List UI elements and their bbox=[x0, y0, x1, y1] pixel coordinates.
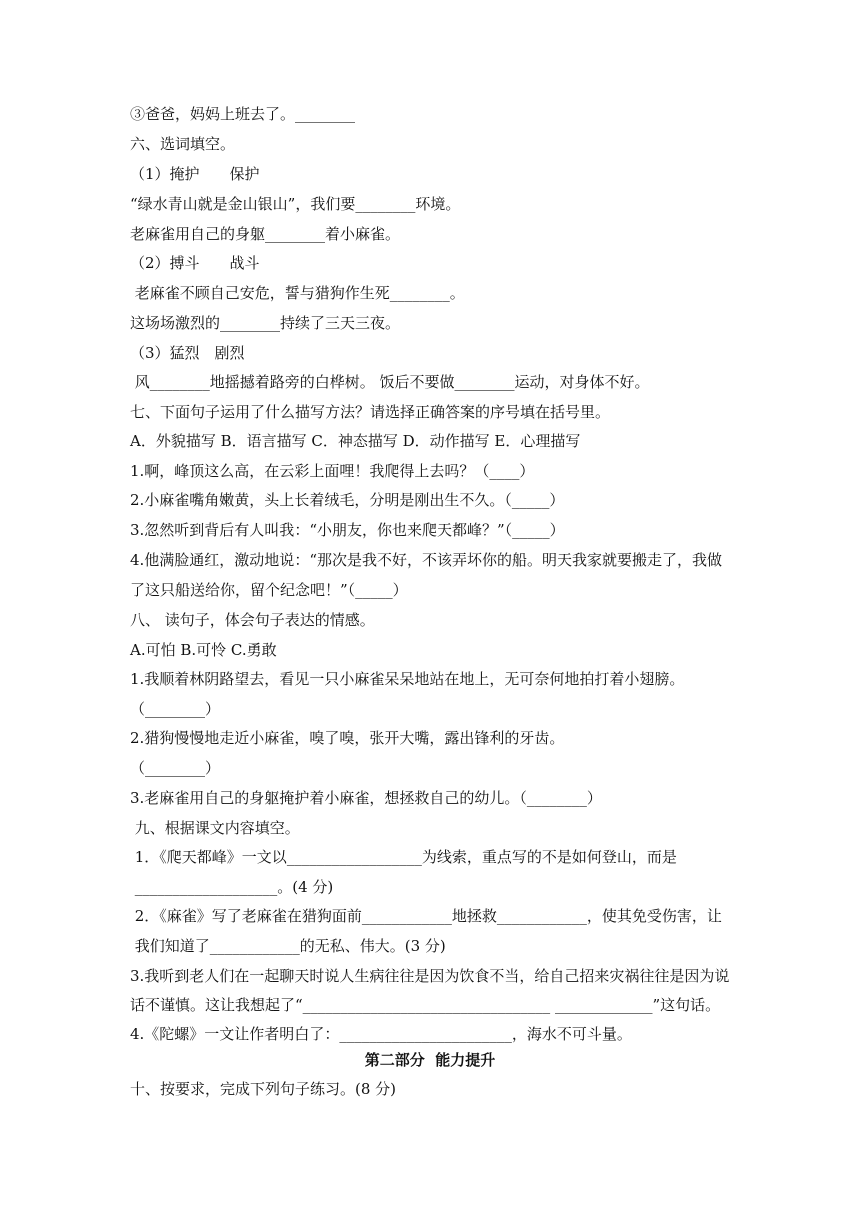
text-line: 我们知道了____________的无私、伟大。(3 分) bbox=[130, 937, 446, 955]
text-line: （2）搏斗 战斗 bbox=[130, 254, 260, 272]
text-line: 风________地摇撼着路旁的白桦树。 饭后不要做________运动，对身体不好。 bbox=[130, 373, 650, 391]
section-heading: 七、下面句子运用了什么描写方法？请选择正确答案的序号填在括号里。 bbox=[130, 403, 611, 421]
section-heading: 十、按要求，完成下列句子练习。(8 分) bbox=[130, 1080, 397, 1098]
text-line: “绿水青山就是金山银山”，我们要________环境。 bbox=[130, 195, 461, 213]
text-line: A．外貌描写 B．语言描写 C．神态描写 D．动作描写 E．心理描写 bbox=[130, 432, 581, 450]
text-line: 老麻雀不顾自己安危，誓与猎狗作生死________。 bbox=[130, 284, 465, 302]
text-line: 话不谨慎。这让我想起了“_________________________________ _____________”这句话。 bbox=[130, 996, 721, 1014]
text-line: 2.小麻雀嘴角嫩黄，头上长着绒毛，分明是刚出生不久。（_____） bbox=[130, 491, 565, 509]
text-line: （________） bbox=[130, 759, 221, 777]
text-line: 2．《麻雀》写了老麻雀在猎狗面前____________地拯救____________，使其免受伤害，让 bbox=[130, 907, 722, 925]
text-line: 1．《爬天都峰》一文以__________________为线索，重点写的不是如何登山，而是 bbox=[130, 848, 677, 866]
part-heading: 第二部分 能力提升 bbox=[364, 1051, 496, 1069]
text-line: 3.我听到老人们在一起聊天时说人生病往往是因为饮食不当，给自己招来灾祸往往是因为说 bbox=[130, 967, 730, 985]
text-line: （1）掩护 保护 bbox=[130, 165, 260, 183]
text-line: ③爸爸，妈妈上班去了。________ bbox=[130, 105, 356, 123]
text-line: 了这只船送给你，留个纪念吧！”（_____） bbox=[130, 581, 408, 599]
text-line: ___________________。(4 分) bbox=[130, 878, 334, 896]
text-line: 3.忽然听到背后有人叫我：“小朋友，你也来爬天都峰？”（_____） bbox=[130, 521, 565, 539]
text-line: A.可怕 B.可怜 C.勇敢 bbox=[130, 641, 277, 659]
text-line: 1.啊，峰顶这么高，在云彩上面哩！我爬得上去吗？（____） bbox=[130, 462, 535, 480]
text-line: 3.老麻雀用自己的身躯掩护着小麻雀，想拯救自己的幼儿。（________） bbox=[130, 789, 602, 807]
section-heading: 六、选词填空。 bbox=[130, 135, 236, 153]
text-line: 4.《陀螺》一文让作者明白了：_______________________，海水不可斗量。 bbox=[130, 1025, 632, 1043]
text-line: 1.我顺着林阴路望去，看见一只小麻雀呆呆地站在地上，无可奈何地拍打着小翅膀。 bbox=[130, 670, 685, 688]
text-line: 2.猎狗慢慢地走近小麻雀，嗅了嗅，张开大嘴，露出锋利的牙齿。 bbox=[130, 729, 565, 747]
text-line: 老麻雀用自己的身躯________着小麻雀。 bbox=[130, 225, 401, 243]
section-heading: 九、根据课文内容填空。 bbox=[130, 819, 300, 837]
text-line: （3）猛烈 剧烈 bbox=[130, 344, 245, 362]
section-heading: 八、 读句子，体会句子表达的情感。 bbox=[130, 611, 375, 629]
text-line: 这场场激烈的________持续了三天三夜。 bbox=[130, 314, 401, 332]
text-line: （________） bbox=[130, 700, 221, 718]
text-line: 4.他满脸通红，激动地说：“那次是我不好，不该弄坏你的船。明天我家就要搬走了，我做 bbox=[130, 551, 722, 569]
